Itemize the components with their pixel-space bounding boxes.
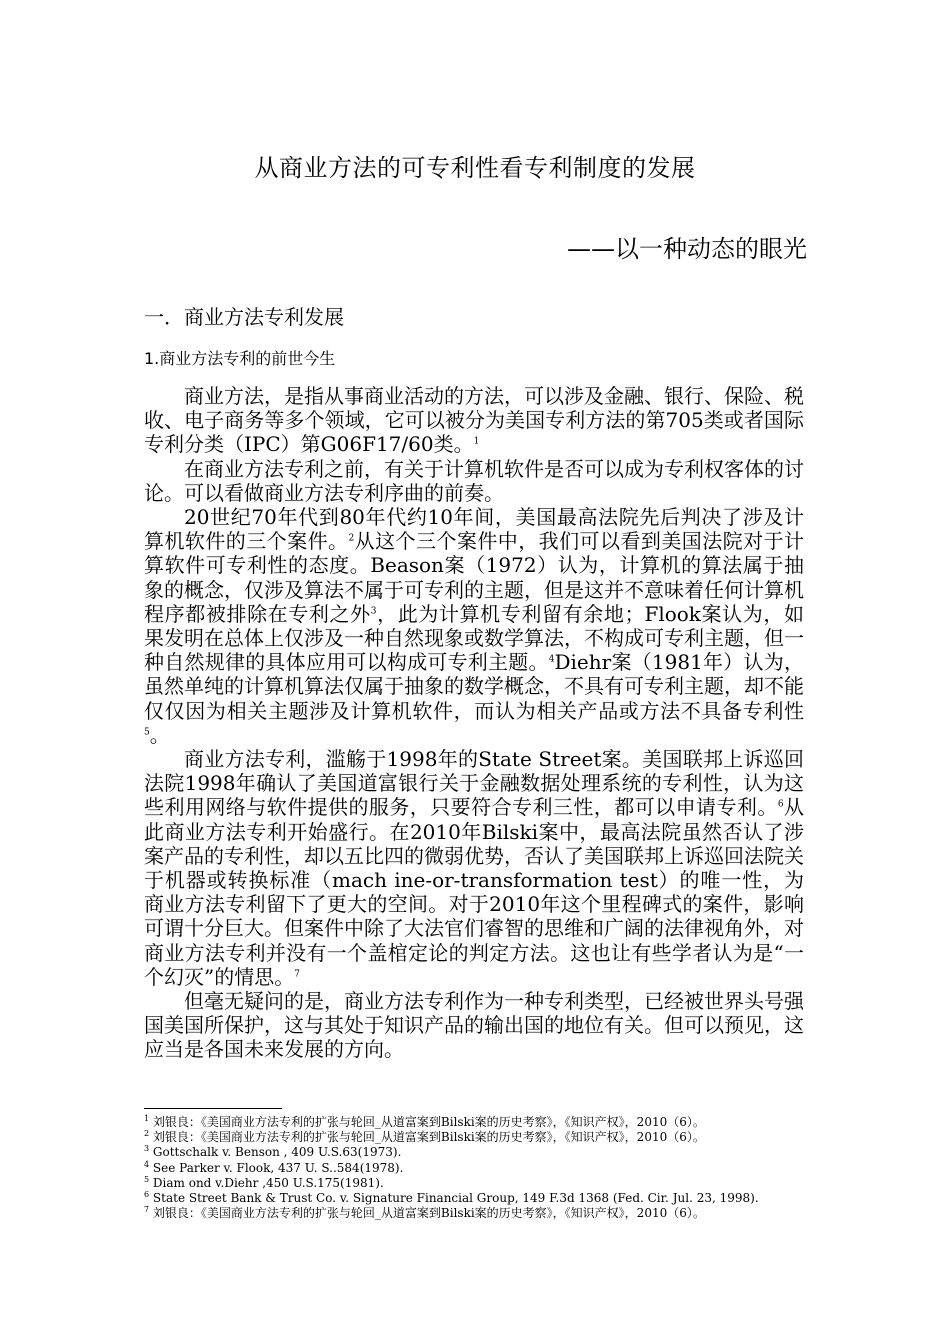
body-text <box>144 384 804 1062</box>
subsection-heading: 1.商业方法专利的前世今生 <box>144 349 336 368</box>
document-subtitle: ——以一种动态的眼光 <box>567 235 807 263</box>
footnote-ref[interactable]: 7 <box>294 969 300 980</box>
document-title: 从商业方法的可专利性看专利制度的发展 <box>254 154 696 182</box>
footnote-item <box>144 1161 844 1176</box>
paragraph-text: 从此商业方法专利开始盛行。在2010年Bilski案中，最高法院虽然否认了涉案产品的专利性，却以五比四的微弱优势，否认了美国联邦上诉巡回法院关于机器或转换标准（mach ine-or-transformation test）的唯一性，为商业方法专利留下了更大的空间。对于2010年这个里程碑式的案件，影响可谓十分巨大。但案件中除了大法官们睿智的思维和广阔的法律视角外，对商业方法专利并没有一个盖棺定论的判定方法。这也让有些学者认为是“一个幻灭”的情思。 <box>144 795 805 989</box>
footnote-item <box>144 1115 844 1130</box>
paragraph-text: 20世纪70年代到80年代约10年间，美国最高法院先后判决了涉及计算机软件的三个案件。 <box>144 505 804 554</box>
paragraph-1 <box>144 384 804 457</box>
section-heading: 一．商业方法专利发展 <box>144 305 344 329</box>
paragraph-text: 从这个三个案件中，我们可以看到美国法院对于计算软件可专利性的态度。Beason案（1972）认为，计算机的算法属于抽象的概念，仅涉及算法不属于可专利的主题，但是这并不意味着任何计算机程序都被排除在专利之外 <box>144 529 805 626</box>
footnote-number: 3 <box>144 1144 150 1154</box>
footnote-number: 4 <box>144 1159 150 1169</box>
paragraph-text: 但毫无疑问的是，商业方法专利作为一种专利类型，已经被世界头号强国美国所保护，这与其处于知识产品的输出国的地位有关。但可以预见，这应当是各国未来发展的方向。 <box>144 989 804 1062</box>
footnote-number: 5 <box>144 1174 150 1184</box>
footnote-number: 1 <box>144 1114 150 1123</box>
footnote-ref[interactable]: 4 <box>548 654 555 665</box>
paragraph-text: Diehr案（1981年）认为，虽然单纯的计算机算法仅属于抽象的数学概念，不具有可专利主题，却不能仅仅因为相关主题涉及计算机软件，而认为相关产品或方法不具备专利性 <box>144 650 805 723</box>
footnote-ref[interactable]: 3 <box>370 606 377 617</box>
paragraph-text: 商业方法专利，滥觞于1998年的State Street案。美国联邦上诉巡回法院1998年确认了美国道富银行关于金融数据处理系统的专利性，认为这些利用网络与软件提供的服务，只要符合专利三性，都可以申请专利。 <box>144 747 804 820</box>
footnote-ref[interactable]: 2 <box>348 533 355 544</box>
footnote-ref[interactable]: 6 <box>777 799 784 810</box>
footnote-number: 7 <box>144 1205 150 1215</box>
footnote-ref[interactable]: 1 <box>473 436 480 447</box>
footnote-item <box>144 1130 844 1145</box>
footnote-item <box>144 1176 844 1191</box>
paragraph-text: 商业方法，是指从事商业活动的方法，可以涉及金融、银行、保险、税收、电子商务等多个领域，它可以被分为美国专利方法的第705类或者国际专利分类（IPC）第G06F17/60类。 <box>144 384 804 457</box>
footnote-separator <box>144 1108 282 1109</box>
paragraph-3 <box>144 505 804 747</box>
paragraph-text: 。 <box>149 722 170 747</box>
footnote-text: 刘银良：《美国商业方法专利的扩张与轮回_从道富案到Bilski案的历史考察》，《知识产权》，2010（6）。 <box>152 1130 705 1145</box>
paragraph-text: ，此为计算机专利留有余地；Flook案认为，如果发明在总体上仅涉及一种自然现象或数学算法，不构成可专利主题，但一种自然规律的具体应用可以构成可专利主题。 <box>144 601 804 675</box>
footnote-item <box>144 1145 844 1160</box>
footnote-number: 2 <box>144 1129 150 1139</box>
footnotes <box>144 1115 844 1221</box>
footnote-item <box>144 1206 844 1221</box>
footnote-number: 6 <box>144 1190 150 1200</box>
footnote-text: Diam ond v.Diehr ,450 U.S.175(1981). <box>152 1175 384 1190</box>
paragraph-2 <box>144 457 804 505</box>
footnote-text: See Parker v. Flook, 437 U. S..584(1978). <box>152 1160 404 1175</box>
paragraph-text: 在商业方法专利之前，有关于计算机软件是否可以成为专利权客体的讨论。可以看做商业方法专利序曲的前奏。 <box>144 456 804 505</box>
footnote-text: 刘银良：《美国商业方法专利的扩张与轮回_从道富案到Bilski案的历史考察》，《知识产权》，2010（6）。 <box>152 1206 705 1221</box>
footnote-text: Gottschalk v. Benson , 409 U.S.63(1973). <box>152 1145 402 1160</box>
paragraph-4 <box>144 747 804 989</box>
footnote-ref[interactable]: 5 <box>144 727 150 738</box>
footnote-item <box>144 1191 844 1206</box>
footnote-text: 刘银良：《美国商业方法专利的扩张与轮回_从道富案到Bilski案的历史考察》，《知识产权》，2010（6）。 <box>152 1115 705 1129</box>
paragraph-5 <box>144 989 804 1062</box>
footnote-text: State Street Bank & Trust Co. v. Signature Financial Group, 149 F.3d 1368 (Fed. Cir. Jul. 23, 1998). <box>152 1191 759 1206</box>
